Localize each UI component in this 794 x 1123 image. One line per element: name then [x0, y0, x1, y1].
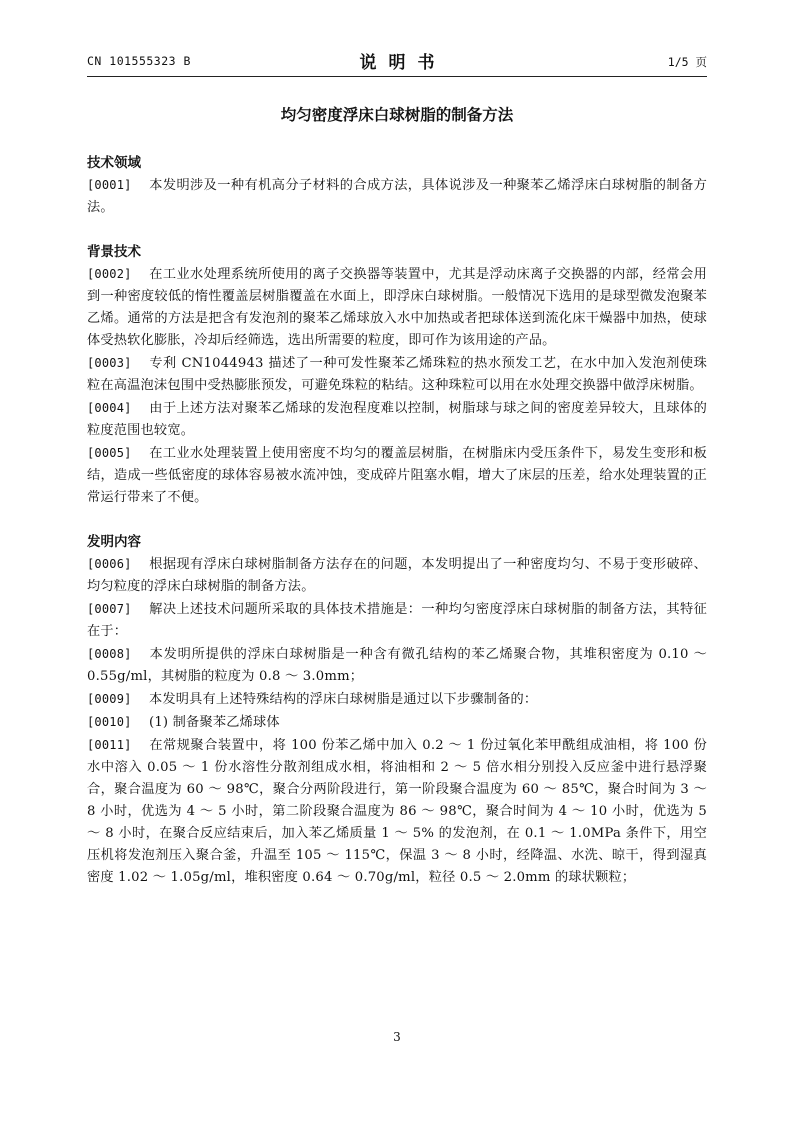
paragraph-text: 在工业水处理系统所使用的离子交换器等装置中，尤其是浮动床离子交换器的内部，经常会用到一种密度较低的惰性覆盖层树脂覆盖在水面上，即浮床白球树脂。一般情况下选用的是球型微发泡聚苯乙烯。通常的方法是把含有发泡剂的聚苯乙烯球放入水中加热或者把球体送到流化床干燥器中加热，使球体受热软化膨胀，冷却后经筛选，选出所需要的粒度，即可作为该用途的产品。 [87, 267, 707, 348]
section-title: 说明书 [359, 53, 447, 73]
paragraph [87, 553, 707, 598]
paragraph-text: (1) 制备聚苯乙烯球体 [149, 715, 280, 730]
paragraph [87, 734, 707, 889]
section-heading-technical-field: 技术领域 [87, 155, 141, 171]
paragraph-text: 解决上述技术问题所采取的具体技术措施是：一种均匀密度浮床白球树脂的制备方法，其特征在于： [87, 602, 707, 639]
paragraph-text: 本发明涉及一种有机高分子材料的合成方法，具体说涉及一种聚苯乙烯浮床白球树脂的制备方法。 [87, 178, 707, 215]
paragraph-number: [0009] [87, 692, 132, 706]
paragraph-text: 专利 CN1044943 描述了一种可发性聚苯乙烯珠粒的热水预发工艺，在水中加入发泡剂使珠粒在高温泡沫包围中受热膨胀预发，可避免珠粒的粘结。这种珠粒可以用在水处理交换器中做浮床树脂。 [87, 356, 707, 393]
paragraph-number: [0002] [87, 267, 132, 281]
paragraph-number: [0006] [87, 557, 132, 571]
paragraph [87, 174, 707, 219]
paragraph [87, 598, 707, 643]
paragraph [87, 397, 707, 442]
paragraph-number: [0003] [87, 356, 132, 370]
paragraph-text: 在工业水处理装置上使用密度不均匀的覆盖层树脂，在树脂床内受压条件下，易发生变形和板结，造成一些低密度的球体容易被水流冲蚀，变成碎片阻塞水帽，增大了床层的压差，给水处理装置的正常运行带来了不便。 [87, 446, 707, 505]
paragraph-number: [0007] [87, 602, 132, 616]
paragraph-text: 根据现有浮床白球树脂制备方法存在的问题，本发明提出了一种密度均匀、不易于变形破碎、均匀粒度的浮床白球树脂的制备方法。 [87, 557, 707, 594]
page-number: 3 [393, 1030, 401, 1044]
paragraph-number: [0010] [87, 715, 132, 729]
header-rule [87, 76, 707, 77]
paragraph [87, 263, 707, 352]
paragraph [87, 442, 707, 509]
paragraph-number: [0008] [87, 647, 132, 661]
paragraph [87, 643, 707, 688]
paragraph-text: 在常规聚合装置中，将 100 份苯乙烯中加入 0.2 ～ 1 份过氧化苯甲酰组成油相，将 100 份水中溶入 0.05 ～ 1 份水溶性分散剂组成水相，将油相和 2 ～ 5 倍水相分别投入反应釜中进行悬浮聚合，聚合温度为 60 ～ 98℃，聚合分两阶段进行，第一阶段聚合温度为 60 ～ 85℃，聚合时间为 3 ～ 8 小时，优选为 4 ～ 5 小时，第二阶段聚合温度为 86 ～ 98℃，聚合时间为 4 ～ 10 小时，优选为 5 ～ 8 小时，在聚合反应结束后，加入苯乙烯质量 1 ～ 5% 的发泡剂，在 0.1 ～ 1.0MPa 条件下，用空压机将发泡剂压入聚合釜，升温至 105 ～ 115℃，保温 3 ～ 8 小时，经降温、水洗、晾干，得到湿真密度 1.02 ～ 1.05g/ml，堆积密度 0.64 ～ 0.70g/ml，粒径 0.5 ～ 2.0mm 的球状颗粒； [87, 738, 707, 885]
paragraph-number: [0005] [87, 446, 132, 460]
patent-number: CN 101555323 B [87, 54, 191, 68]
section-heading-background: 背景技术 [87, 244, 141, 260]
paragraph-text: 由于上述方法对聚苯乙烯球的发泡程度难以控制，树脂球与球之间的密度差异较大，且球体的粒度范围也较宽。 [87, 401, 707, 438]
paragraph-number: [0004] [87, 401, 132, 415]
paragraph-text: 本发明具有上述特殊结构的浮床白球树脂是通过以下步骤制备的： [149, 692, 538, 707]
document-title: 均匀密度浮床白球树脂的制备方法 [280, 106, 514, 124]
paragraph-number: [0011] [87, 738, 132, 752]
page-header [87, 48, 707, 72]
section-heading-summary: 发明内容 [87, 534, 141, 550]
paragraph-number: [0001] [87, 178, 132, 192]
paragraph [87, 711, 707, 734]
page-indicator: 1/5 页 [667, 55, 707, 69]
paragraph-text: 本发明所提供的浮床白球树脂是一种含有微孔结构的苯乙烯聚合物，其堆积密度为 0.10 ～ 0.55g/ml，其树脂的粒度为 0.8 ～ 3.0mm； [87, 647, 707, 684]
paragraph [87, 352, 707, 397]
document-body [87, 152, 707, 889]
paragraph [87, 688, 707, 711]
